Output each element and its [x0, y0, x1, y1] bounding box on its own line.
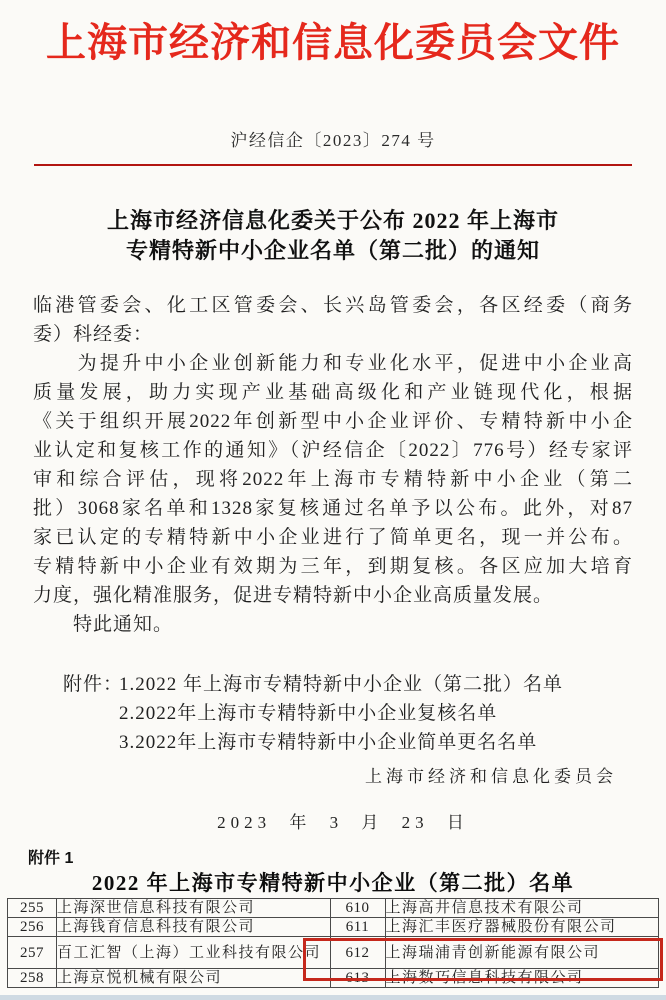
attachment-item: 3.2022年上海市专精特新中小企业简单更名名单: [119, 732, 538, 753]
salutation-line: 委）科经委：: [33, 324, 154, 345]
attachment1-heading: 附件 1: [28, 850, 74, 867]
body-paragraph: [33, 349, 633, 610]
serial-number-right: 610: [330, 899, 385, 918]
table-row: [8, 937, 659, 969]
attachments-label: 附件：: [63, 674, 124, 695]
serial-number-right: 613: [330, 969, 385, 988]
document-header-title: 上海市经济和信息化委员会文件: [46, 20, 620, 65]
attachment-item: 2.2022年上海市专精特新中小企业复核名单: [119, 703, 498, 724]
company-name-right: 上海汇丰医疗器械股份有限公司: [385, 918, 659, 937]
company-name-left: 上海京悦机械有限公司: [57, 969, 331, 988]
company-name-right: 上海数巧信息科技有限公司: [385, 969, 659, 988]
issuer-signature: 上海市经济和信息化委员会: [365, 767, 617, 786]
table-title: 2022 年上海市专精特新中小企业（第二批）名单: [91, 871, 575, 895]
document-number: 沪经信企〔2023〕274 号: [230, 131, 436, 150]
company-table-wrap: [7, 898, 659, 988]
serial-number-left: 257: [8, 937, 57, 969]
salutation: [33, 291, 633, 349]
company-name-left: 上海钱育信息科技有限公司: [57, 918, 331, 937]
attachments-list: [63, 670, 633, 757]
issue-date: 2023 年 3 月 23 日: [217, 813, 469, 832]
salutation-line: 临港管委会、化工区管委会、长兴岛管委会，各区经委（商务: [33, 295, 633, 316]
notice-title: [0, 206, 666, 266]
body-line: 质量发展，助力实现产业基础高级化和产业链现代化，根据: [33, 382, 633, 403]
table-row: [8, 918, 659, 937]
body-line: 家已认定的专精特新中小企业进行了简单更名，现一并公布。: [33, 527, 633, 548]
page-bottom-strip: [0, 995, 666, 1000]
company-name-right: 上海瑞浦青创新能源有限公司: [385, 937, 659, 969]
company-table: [7, 898, 659, 988]
table-row: [8, 969, 659, 988]
body-line: 业认定和复核工作的通知》（沪经信企〔2022〕776号）经专家评: [33, 440, 633, 461]
serial-number-right: 612: [330, 937, 385, 969]
notice-title-line2: 专精特新中小企业名单（第二批）的通知: [125, 238, 540, 263]
red-divider: [34, 164, 632, 166]
company-name-left: 上海深世信息科技有限公司: [57, 899, 331, 918]
document-body: [0, 291, 666, 834]
serial-number-right: 611: [330, 918, 385, 937]
notice-title-line1: 上海市经济信息化委关于公布 2022 年上海市: [106, 208, 559, 233]
company-name-left: 百工汇智（上海）工业科技有限公司: [57, 937, 331, 969]
serial-number-left: 258: [8, 969, 57, 988]
company-name-right: 上海高井信息技术有限公司: [385, 899, 659, 918]
body-line: 力度，强化精准服务，促进专精特新中小企业高质量发展。: [33, 585, 554, 606]
attachment-item: 1.2022 年上海市专精特新中小企业（第二批）名单: [119, 674, 564, 695]
table-row: [8, 899, 659, 918]
body-line: 批）3068家名单和1328家复核通过名单予以公布。此外，对87: [33, 498, 633, 519]
body-line: 审和综合评估，现将2022年上海市专精特新中小企业（第二: [33, 469, 633, 490]
body-line: 为提升中小企业创新能力和专业化水平，促进中小企业高: [33, 353, 633, 374]
attachment-items: [119, 670, 633, 757]
closing-line: 特此通知。: [33, 614, 174, 635]
serial-number-left: 256: [8, 918, 57, 937]
body-line: 专精特新中小企业有效期为三年，到期复核。各区应加大培育: [33, 556, 633, 577]
serial-number-left: 255: [8, 899, 57, 918]
body-line: 《关于组织开展2022年创新型中小企业评价、专精特新中小企: [33, 411, 633, 432]
